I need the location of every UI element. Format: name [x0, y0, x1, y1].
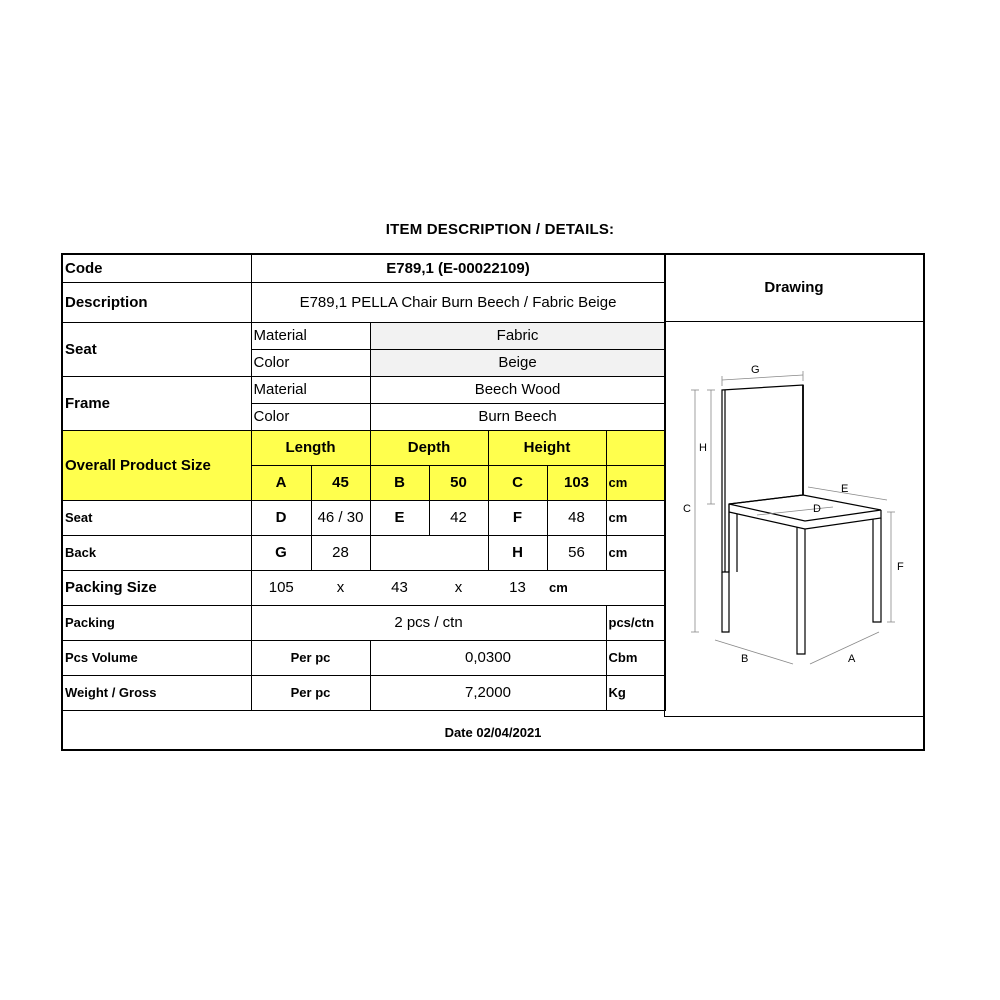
overall-unit: cm: [606, 465, 665, 500]
dim-h-value: 56: [547, 535, 606, 570]
chair-drawing: [665, 322, 922, 715]
seat-dims-row: [63, 500, 665, 535]
frame-material-label: Material: [251, 376, 370, 403]
drawing-letter-g: G: [751, 364, 760, 376]
frame-label: Frame: [63, 376, 251, 430]
weight-label: Weight / Gross: [63, 675, 251, 710]
drawing-letter-d: D: [813, 503, 821, 515]
packing-size-label: Packing Size: [63, 570, 251, 605]
description-label: Description: [63, 282, 251, 322]
chair-leg-front-left: [797, 527, 805, 654]
packing-value: 2 pcs / ctn: [251, 605, 606, 640]
drawing-header: Drawing: [664, 255, 923, 322]
seat-material-row: [63, 322, 665, 349]
drawing-letter-c: C: [683, 503, 691, 515]
overall-header-row: [63, 430, 665, 465]
seat-color-label: Color: [251, 349, 370, 376]
chair-drawing-area: [664, 322, 923, 717]
seat-material-value: Fabric: [370, 322, 665, 349]
description-row: [63, 282, 665, 322]
dim-d-letter: D: [251, 500, 311, 535]
dim-c-value: 103: [547, 465, 606, 500]
drawing-letter-a: A: [848, 653, 856, 665]
packing-label: Packing: [63, 605, 251, 640]
volume-unit: Cbm: [606, 640, 665, 675]
packing-size-row: [63, 570, 665, 605]
frame-material-row: [63, 376, 665, 403]
depth-label: Depth: [370, 430, 488, 465]
back-dims-row: [63, 535, 665, 570]
volume-label: Pcs Volume: [63, 640, 251, 675]
seat-label: Seat: [63, 322, 251, 376]
weight-unit: Kg: [606, 675, 665, 710]
spec-sheet: [61, 253, 925, 751]
packing-width: 43: [370, 570, 429, 605]
overall-label: Overall Product Size: [63, 430, 251, 500]
overall-header-blank: [606, 430, 665, 465]
seat-color-value: Beige: [370, 349, 665, 376]
dim-b-letter: B: [370, 465, 429, 500]
packing-row: [63, 605, 665, 640]
chair-backrest: [722, 385, 803, 572]
height-label: Height: [488, 430, 606, 465]
seat-material-label: Material: [251, 322, 370, 349]
volume-value: 0,0300: [370, 640, 606, 675]
packing-x1: x: [311, 570, 370, 605]
volume-per: Per pc: [251, 640, 370, 675]
frame-color-label: Color: [251, 403, 370, 430]
dim-g-value: 28: [311, 535, 370, 570]
dim-e-value: 42: [429, 500, 488, 535]
code-row: [63, 255, 665, 282]
page-title: ITEM DESCRIPTION / DETAILS:: [385, 221, 615, 238]
packing-height: 13: [488, 570, 547, 605]
spec-table: [63, 255, 666, 711]
dim-e-letter: E: [370, 500, 429, 535]
length-label: Length: [251, 430, 370, 465]
date-footer: Date 02/04/2021: [444, 725, 542, 740]
seat-dims-unit: cm: [606, 500, 665, 535]
drawing-letter-e: E: [841, 483, 849, 495]
dim-d-value: 46 / 30: [311, 500, 370, 535]
back-dims-unit: cm: [606, 535, 665, 570]
code-label: Code: [63, 255, 251, 282]
description-value: E789,1 PELLA Chair Burn Beech / Fabric Beige: [251, 282, 665, 322]
chair-leg-front-right: [873, 518, 881, 622]
dim-h-letter: H: [488, 535, 547, 570]
dim-a-value: 45: [311, 465, 370, 500]
dim-a-letter: A: [251, 465, 311, 500]
packing-length: 105: [251, 570, 311, 605]
code-value: E789,1 (E-00022109): [251, 255, 665, 282]
drawing-letter-b: B: [741, 653, 749, 665]
dim-g-letter: G: [251, 535, 311, 570]
weight-value: 7,2000: [370, 675, 606, 710]
packing-unit: pcs/ctn: [606, 605, 665, 640]
dim-f-value: 48: [547, 500, 606, 535]
back-dims-blank: [370, 535, 488, 570]
volume-row: [63, 640, 665, 675]
weight-per: Per pc: [251, 675, 370, 710]
packing-x2: x: [429, 570, 488, 605]
dim-b-value: 50: [429, 465, 488, 500]
packing-size-unit: cm: [547, 570, 665, 605]
back-dims-label: Back: [63, 535, 251, 570]
drawing-letter-f: F: [897, 561, 904, 573]
weight-row: [63, 675, 665, 710]
frame-color-value: Burn Beech: [370, 403, 665, 430]
seat-dims-label: Seat: [63, 500, 251, 535]
dim-c-letter: C: [488, 465, 547, 500]
drawing-letter-h: H: [699, 442, 707, 454]
dim-f-letter: F: [488, 500, 547, 535]
frame-material-value: Beech Wood: [370, 376, 665, 403]
